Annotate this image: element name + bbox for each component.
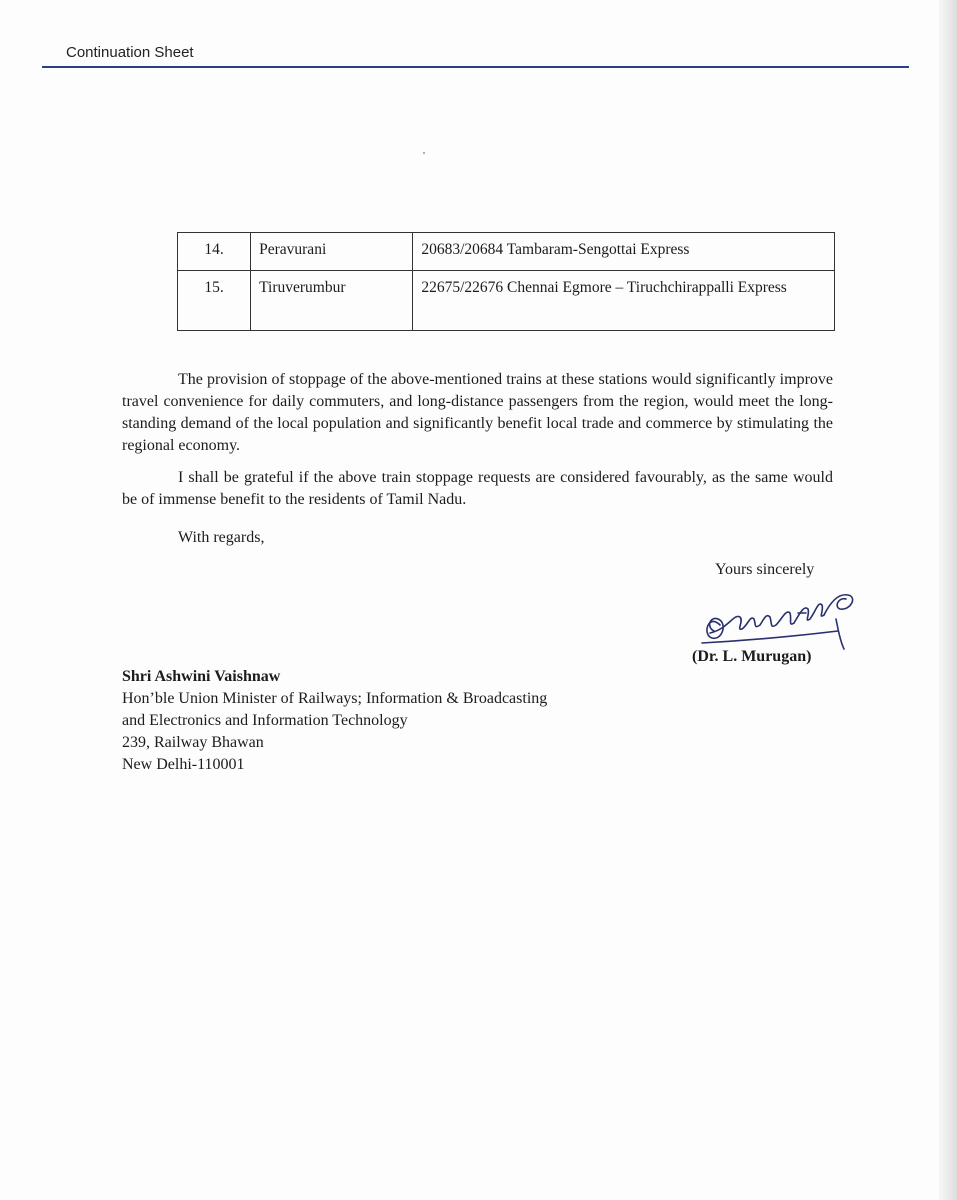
regards-line: With regards, [178, 529, 265, 546]
recipient-address [122, 666, 547, 776]
train-name: 20683/20684 Tambaram-Sengottai Express [413, 233, 835, 271]
row-number: 15. [178, 271, 251, 331]
header-title: Continuation Sheet [66, 44, 194, 61]
recipient-city-line: New Delhi-110001 [122, 756, 245, 773]
recipient-title-line-1: Hon’ble Union Minister of Railways; Information & Broadcasting [122, 690, 548, 707]
scan-speck [423, 152, 425, 154]
row-number: 14. [178, 233, 251, 271]
signature-image [698, 583, 868, 653]
station-name: Peravurani [251, 233, 413, 271]
signatory-name: (Dr. L. Murugan) [692, 648, 812, 665]
body-paragraph-1: The provision of stoppage of the above-mentioned trains at these stations would significantly improve travel convenience for daily commuters, and long-distance passengers from the region, would meet the long-standing demand of the local population and significantly benefit local trade and commerce by stimulating the regional economy. [122, 371, 833, 454]
recipient-name: Shri Ashwini Vaishnaw [122, 668, 281, 685]
header-rule [42, 66, 909, 68]
table-row [178, 271, 835, 331]
recipient-title-line-2: and Electronics and Information Technology [122, 712, 408, 729]
table-row [178, 233, 835, 271]
body-paragraph-2: I shall be grateful if the above train stoppage requests are considered favourably, as the same would be of immense benefit to the residents of Tamil Nadu. [122, 469, 833, 508]
recipient-address-line: 239, Railway Bhawan [122, 734, 264, 751]
train-name: 22675/22676 Chennai Egmore – Tiruchchirappalli Express [413, 271, 835, 331]
closing-line: Yours sincerely [715, 561, 815, 578]
station-name: Tiruverumbur [251, 271, 413, 331]
stations-table [177, 232, 835, 331]
page-edge-shadow [939, 0, 957, 1200]
